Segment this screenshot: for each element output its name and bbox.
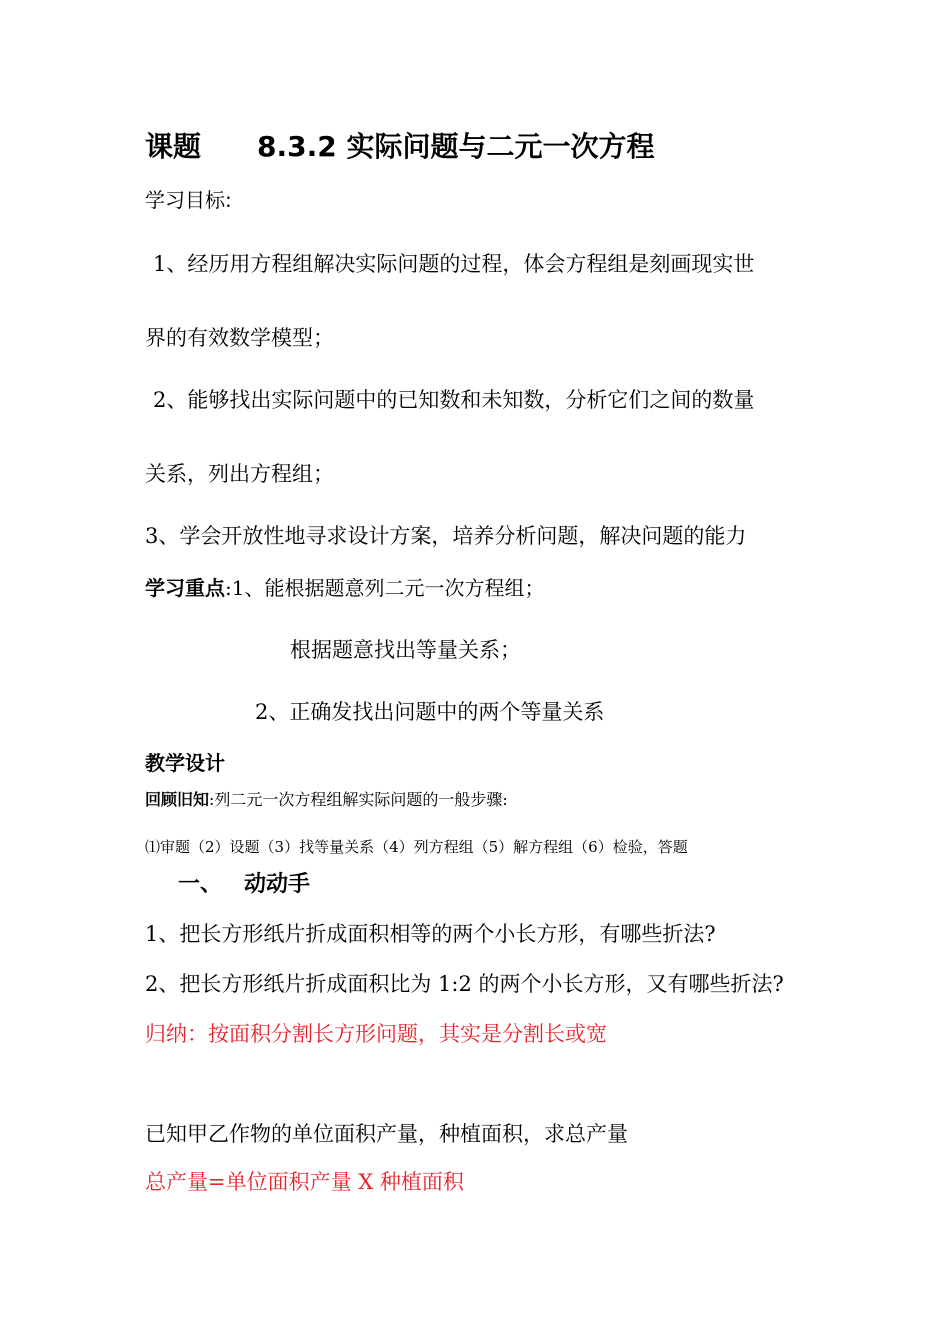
question-1: 1、把长方形纸片折成面积相等的两个小长方形，有哪些折法? [145,922,716,946]
goal-1-line-2: 界的有效数学模型； [145,326,334,350]
formula: 总产量=单位面积产量 X 种植面积 [145,1170,464,1194]
review [145,790,508,809]
known-statement: 已知甲乙作物的单位面积产量，种植面积，求总产量 [145,1122,628,1146]
design-heading: 教学设计 [145,751,225,775]
title-text: 8.3.2 实际问题与二元一次方程 [257,130,655,163]
review-text: :列二元一次方程组解实际问题的一般步骤: [209,790,508,809]
question-2: 2、把长方形纸片折成面积比为 1:2 的两个小长方形，又有哪些折法? [145,972,784,996]
key-points-label: 学习重点 [145,576,225,600]
section-1-heading [178,872,310,898]
key-points-sub-2: 2、正确发找出问题中的两个等量关系 [255,700,605,724]
section-1-number: 一、 [178,872,223,897]
page-title [145,130,655,164]
review-steps: ⑴审题（2）设题（3）找等量关系（4）列方程组（5）解方程组（6）检验，答题 [145,838,688,856]
key-points [145,576,544,600]
summary: 归纳：按面积分割长方形问题，其实是分割长或宽 [145,1022,607,1046]
goal-3: 3、学会开放性地寻求设计方案，培养分析问题，解决问题的能力 [145,524,747,548]
key-points-text: :1、能根据题意列二元一次方程组； [225,576,545,600]
goal-2-line-1: 2、能够找出实际问题中的已知数和未知数，分析它们之间的数量 [153,388,755,412]
key-points-sub-1: 根据题意找出等量关系； [290,638,521,662]
goals-heading: 学习目标: [145,188,232,212]
review-label: 回顾旧知 [145,790,210,809]
title-label: 课题 [145,130,202,163]
goal-2-line-2: 关系，列出方程组； [145,462,334,486]
section-1-title: 动动手 [244,872,311,897]
goal-1-line-1: 1、经历用方程组解决实际问题的过程，体会方程组是刻画现实世 [153,252,755,276]
